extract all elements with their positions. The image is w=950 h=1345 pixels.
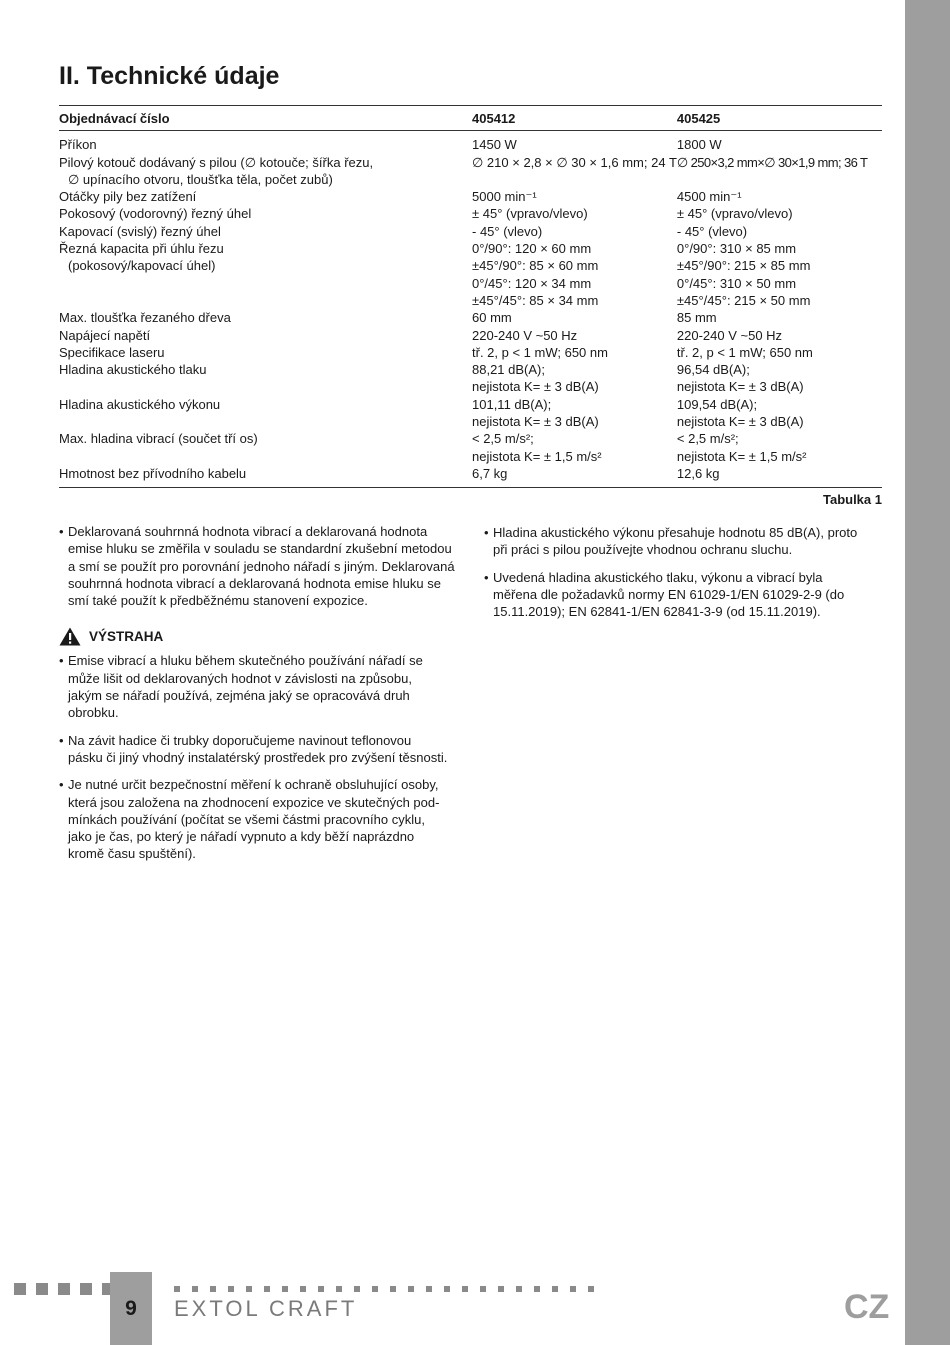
spec-label xyxy=(59,309,472,326)
spec-value-405425 xyxy=(677,154,882,189)
cell-line: tř. 2, p < 1 mW; 650 nm xyxy=(676,344,813,360)
bullet-line: smí také použít k předběžnému stanovení expozice. xyxy=(68,593,368,609)
cell-line: ±45°/90°: 215 × 85 mm xyxy=(676,258,811,274)
cell-line xyxy=(59,413,472,430)
cell-line: ±45°/45°: 85 × 34 mm xyxy=(472,292,599,308)
bullet-line: pásku či jiný vhodný instalatérský prostředek pro zvýšení těsnosti. xyxy=(68,749,448,765)
bullet-item xyxy=(59,776,459,862)
bullet-item xyxy=(59,732,459,767)
cell-line: 96,54 dB(A); xyxy=(676,362,750,378)
bullet-line: mínkách používání (počítat se všemi částmi pracovního cyklu, xyxy=(68,811,425,827)
spec-value-405425 xyxy=(677,327,882,344)
bullet-line: • Na závit hadice či trubky doporučujeme navinout teflonovou xyxy=(68,732,412,748)
bullet-line: a smí se použít pro porovnání jednoho nářadí s jiným. Deklarovaná xyxy=(68,558,455,574)
spec-value-405412 xyxy=(472,344,677,361)
side-color-bar xyxy=(905,0,950,1345)
table-row xyxy=(59,223,882,240)
spec-label xyxy=(59,154,472,189)
table-row xyxy=(59,240,882,309)
cell-line xyxy=(59,378,472,395)
page-number: 9 xyxy=(110,1272,152,1345)
cell-line: 85 mm xyxy=(676,310,717,326)
bullet-item xyxy=(59,523,459,609)
bullet-line: souhrnná hodnota vibrací a deklarovaná hodnota emise hluku se xyxy=(68,575,441,591)
table-row xyxy=(59,465,882,488)
cell-line: nejistota K= ± 3 dB(A) xyxy=(472,414,599,430)
bullet-line: • Emise vibrací a hluku během skutečného používání nářadí se xyxy=(68,653,423,669)
spec-value-405412 xyxy=(472,309,677,326)
spec-value-405412 xyxy=(472,205,677,222)
cell-line: ±45°/45°: 215 × 50 mm xyxy=(676,292,811,308)
warning-bullet-list xyxy=(59,652,459,862)
spec-label xyxy=(59,396,472,431)
footer-square xyxy=(36,1283,48,1295)
cell-line: Kapovací (svislý) řezný úhel xyxy=(59,223,221,239)
cell-line: ∅ 210 × 2,8 × ∅ 30 × 1,6 mm; 24 T xyxy=(472,154,677,170)
footer-square xyxy=(58,1283,70,1295)
spec-label xyxy=(59,188,472,205)
spec-label xyxy=(59,430,472,465)
bullet-line: • Deklarovaná souhrnná hodnota vibrací a deklarovaná hodnota xyxy=(68,524,428,539)
cell-line: Otáčky pily bez zatížení xyxy=(59,189,197,205)
bullet-line: kromě času spuštění). xyxy=(68,846,196,862)
cell-line: nejistota K= ± 3 dB(A) xyxy=(676,379,804,395)
cell-line: (pokosový/kapovací úhel) xyxy=(68,258,216,274)
cell-line: 60 mm xyxy=(472,310,512,326)
right-bullet-list xyxy=(484,524,884,620)
warning-triangle-icon xyxy=(59,627,81,646)
cell-line: < 2,5 m/s²; xyxy=(676,431,739,447)
spec-value-405425 xyxy=(677,240,882,309)
cell-line: Hladina akustického výkonu xyxy=(59,396,221,412)
bullet-item xyxy=(484,569,884,621)
cell-line: 220-240 V ~50 Hz xyxy=(472,327,578,343)
cell-line: 109,54 dB(A); xyxy=(676,396,758,412)
cell-line: 101,11 dB(A); xyxy=(472,396,552,412)
cell-line: ∅ upínacího otvoru, tloušťka těla, počet zubů) xyxy=(68,171,333,187)
cell-line: Napájecí napětí xyxy=(59,327,151,343)
cell-line: < 2,5 m/s²; xyxy=(472,431,534,447)
intro-bullet-list xyxy=(59,523,459,609)
left-text-column xyxy=(59,523,459,873)
cell-line: nejistota K= ± 1,5 m/s² xyxy=(676,448,807,464)
table-body xyxy=(59,131,882,488)
cell-line: Řezná kapacita při úhlu řezu xyxy=(59,241,224,257)
spec-value-405412 xyxy=(472,131,677,154)
cell-line: 0°/45°: 120 × 34 mm xyxy=(472,275,592,291)
brand-logo-text: EXTOL CRAFT xyxy=(174,1296,358,1321)
header-model-405412: 405412 xyxy=(472,106,677,131)
cell-line: 0°/90°: 310 × 85 mm xyxy=(676,241,797,257)
table-row xyxy=(59,361,882,396)
spec-value-405425 xyxy=(677,205,882,222)
table-row xyxy=(59,131,882,154)
warning-title: VÝSTRAHA xyxy=(89,629,164,645)
cell-line: Hladina akustického tlaku xyxy=(59,362,207,378)
cell-line: 1800 W xyxy=(676,137,722,153)
footer-dots-decoration xyxy=(174,1286,594,1292)
bullet-line: může lišit od deklarovaných hodnot v závislosti na způsobu, xyxy=(68,670,412,686)
table-row xyxy=(59,327,882,344)
bullet-line: měřena dle požadavků normy EN 61029-1/EN 61029-2-9 (do xyxy=(493,586,845,602)
spec-value-405425 xyxy=(677,344,882,361)
spec-value-405425 xyxy=(677,188,882,205)
cell-line: Pilový kotouč dodávaný s pilou (∅ kotouče; šířka řezu, xyxy=(59,154,374,170)
cell-line: nejistota K= ± 3 dB(A) xyxy=(472,379,599,395)
cell-line: Pokosový (vodorovný) řezný úhel xyxy=(59,206,252,222)
header-model-405425: 405425 xyxy=(677,106,882,131)
spec-label xyxy=(59,131,472,154)
bullet-line: • Je nutné určit bezpečnostní měření k ochraně obsluhující osoby, xyxy=(68,777,439,793)
spec-value-405425 xyxy=(677,309,882,326)
cell-line: ∅ 250×3,2 mm×∅ 30×1,9 mm; 36 T xyxy=(676,154,868,170)
bullet-line: jako je čas, po který je nářadí vypnuto a kdy běží naprázdno xyxy=(68,829,415,845)
cell-line: ±45°/90°: 85 × 60 mm xyxy=(472,258,599,274)
header-order-number: Objednávací číslo xyxy=(59,106,472,131)
footer-square xyxy=(14,1283,26,1295)
spec-value-405425 xyxy=(677,361,882,396)
cell-line: 220-240 V ~50 Hz xyxy=(676,327,783,343)
table-header-row xyxy=(59,106,882,131)
cell-line: 0°/90°: 120 × 60 mm xyxy=(472,241,592,257)
table-row xyxy=(59,309,882,326)
spec-value-405425 xyxy=(677,396,882,431)
spec-label xyxy=(59,223,472,240)
spec-value-405412 xyxy=(472,465,677,488)
spec-value-405425 xyxy=(677,223,882,240)
spec-label xyxy=(59,327,472,344)
cell-line: Max. tloušťka řezaného dřeva xyxy=(59,310,231,326)
spec-value-405412 xyxy=(472,361,677,396)
warning-heading xyxy=(59,627,459,646)
cell-line: 4500 min⁻¹ xyxy=(676,189,742,205)
table-row xyxy=(59,205,882,222)
spec-value-405412 xyxy=(472,327,677,344)
table-row xyxy=(59,396,882,431)
bullet-item xyxy=(59,652,459,721)
cell-line: Hmotnost bez přívodního kabelu xyxy=(59,465,247,481)
spec-value-405412 xyxy=(472,188,677,205)
cell-line: Specifikace laseru xyxy=(59,344,165,360)
spec-value-405425 xyxy=(677,430,882,465)
table-row xyxy=(59,430,882,465)
bullet-item xyxy=(484,524,884,559)
spec-label xyxy=(59,205,472,222)
bullet-line: obrobku. xyxy=(68,705,119,721)
spec-value-405425 xyxy=(677,131,882,154)
bullet-line: emise hluku se změřila v souladu se standardní zkušební metodou xyxy=(68,541,452,557)
cell-line: - 45° (vlevo) xyxy=(472,223,543,239)
cell-line xyxy=(59,448,472,465)
table-row xyxy=(59,344,882,361)
bullet-line: která jsou založena na zhodnocení expozice ve skutečných pod- xyxy=(68,794,440,810)
spec-value-405412 xyxy=(472,154,677,189)
technical-data-table xyxy=(59,105,882,488)
spec-label xyxy=(59,361,472,396)
cell-line: 1450 W xyxy=(472,137,517,153)
spec-value-405412 xyxy=(472,430,677,465)
bullet-line: při práci s pilou používejte vhodnou ochranu sluchu. xyxy=(493,542,793,558)
cell-line: tř. 2, p < 1 mW; 650 nm xyxy=(472,344,608,360)
right-text-column xyxy=(484,524,884,630)
bullet-line: • Uvedená hladina akustického tlaku, výkonu a vibrací byla xyxy=(493,569,823,585)
spec-label xyxy=(59,465,472,488)
spec-value-405425 xyxy=(677,465,882,488)
table-row xyxy=(59,154,882,189)
section-title: II. Technické údaje xyxy=(59,62,280,90)
cell-line: ± 45° (vpravo/vlevo) xyxy=(472,206,588,222)
cell-line xyxy=(59,275,472,292)
table-caption: Tabulka 1 xyxy=(822,492,882,507)
cell-line: nejistota K= ± 3 dB(A) xyxy=(676,414,804,430)
cell-line: 6,7 kg xyxy=(472,465,508,481)
cell-line: 12,6 kg xyxy=(676,465,720,481)
cell-line: nejistota K= ± 1,5 m/s² xyxy=(472,448,602,464)
spec-label xyxy=(59,240,472,309)
cell-line: Max. hladina vibrací (součet tří os) xyxy=(59,431,258,447)
spec-value-405412 xyxy=(472,240,677,309)
bullet-line: • Hladina akustického výkonu přesahuje hodnotu 85 dB(A), proto xyxy=(493,525,858,540)
spec-value-405412 xyxy=(472,396,677,431)
cell-line: Příkon xyxy=(59,137,97,153)
cell-line: 88,21 dB(A); xyxy=(472,362,545,378)
spec-value-405412 xyxy=(472,223,677,240)
cell-line: - 45° (vlevo) xyxy=(676,223,748,239)
bullet-line: jakým se nářadí používá, zejména jaký se opracovává druh xyxy=(68,688,410,704)
bullet-line: 15.11.2019); EN 62841-1/EN 62841-3-9 (od 15.11.2019). xyxy=(493,604,821,620)
cell-line: 5000 min⁻¹ xyxy=(472,189,537,205)
table-row xyxy=(59,188,882,205)
cell-line: 0°/45°: 310 × 50 mm xyxy=(676,275,797,291)
cell-line: ± 45° (vpravo/vlevo) xyxy=(676,206,793,222)
footer-square xyxy=(80,1283,92,1295)
spec-label xyxy=(59,344,472,361)
cell-line xyxy=(59,292,472,309)
language-code: CZ xyxy=(844,1288,890,1326)
